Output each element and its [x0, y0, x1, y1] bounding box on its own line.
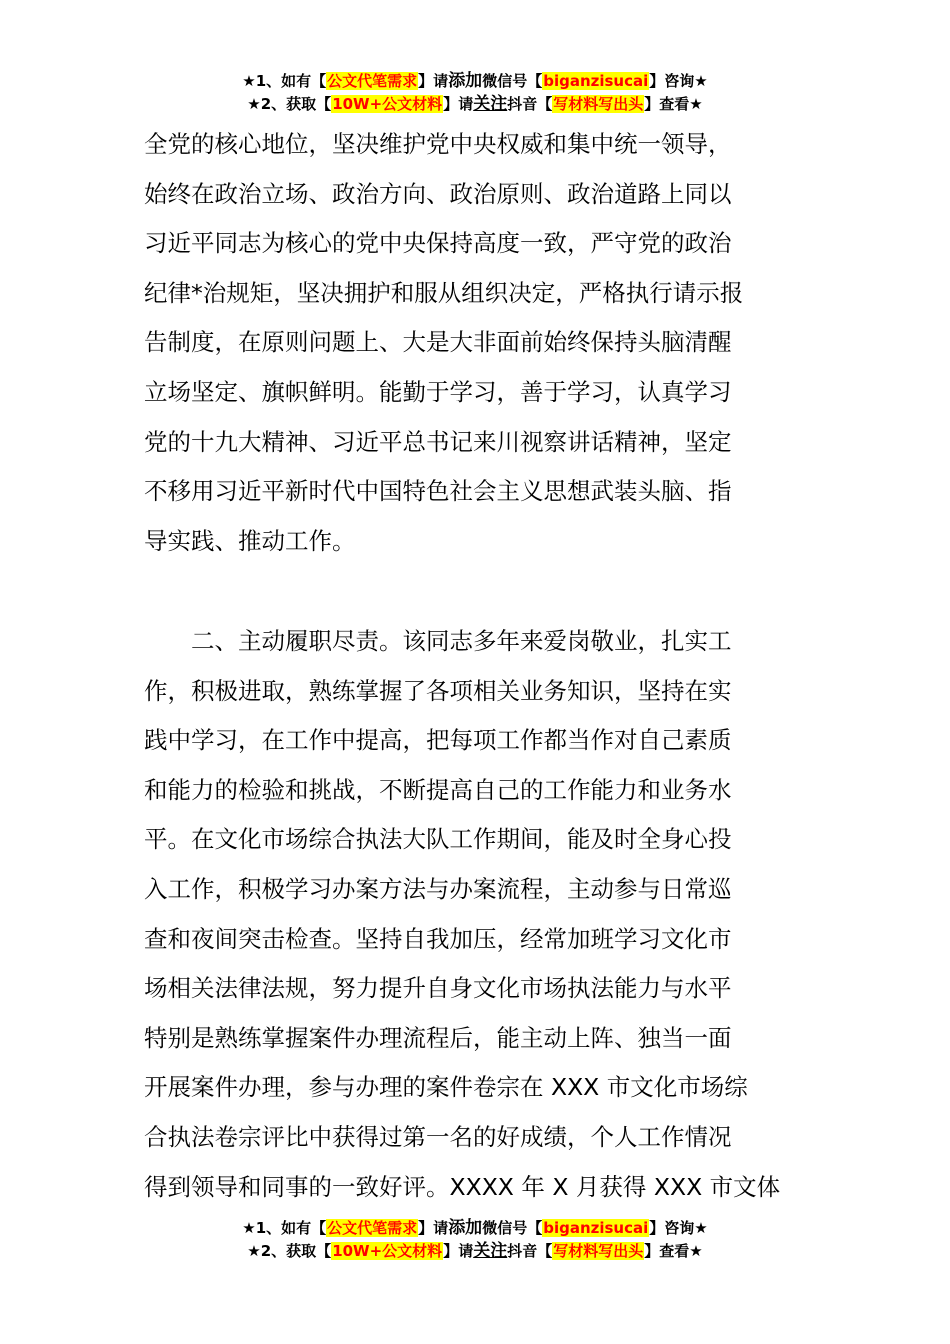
paragraph-line: 查和夜间突击检查。坚持自我加压，经常加班学习文化市: [144, 924, 732, 953]
banner-text: 】请: [418, 1219, 449, 1237]
footer-banner-line-2: [0, 1240, 950, 1263]
paragraph-line: 场相关法律法规，努力提升自身文化市场执法能力与水平: [144, 974, 732, 1003]
banner-text: ★1、如有【: [242, 1219, 327, 1237]
paragraph-line: 特别是熟练掌握案件办理流程后，能主动上阵、独当一面: [144, 1023, 732, 1052]
paragraph-line: 告制度，在原则问题上、大是大非面前始终保持头脑清醒: [144, 328, 732, 357]
banner-text: ★1、如有【: [242, 72, 327, 90]
footer-banner: [0, 1217, 950, 1263]
header-banner-line-1: [0, 70, 950, 93]
banner-text: 】咨询★: [649, 72, 708, 90]
highlight-materials: 10W+公文材料: [332, 95, 443, 113]
paragraph-line: 和能力的检验和挑战，不断提高自己的工作能力和业务水: [144, 775, 732, 804]
highlight-materials: 10W+公文材料: [332, 1242, 443, 1260]
paragraph-line: 得到领导和同事的一致好评。XXXX 年 X 月获得 XXX 市文体: [144, 1172, 781, 1201]
header-banner: [0, 70, 950, 116]
banner-text: 】请: [443, 95, 474, 113]
banner-text: 抖音【: [507, 1242, 553, 1260]
banner-text: 】咨询★: [649, 1219, 708, 1237]
paragraph-1: [144, 120, 809, 566]
banner-emphasis: 添加: [448, 1218, 483, 1238]
banner-text: 抖音【: [507, 95, 553, 113]
paragraph-line: 不移用习近平新时代中国特色社会主义思想武装头脑、指: [144, 477, 732, 506]
banner-text: ★2、获取【: [247, 1242, 332, 1260]
header-banner-line-2: [0, 93, 950, 116]
highlight-service: 公文代笔需求: [327, 72, 418, 90]
banner-text: 微信号【: [482, 72, 543, 90]
banner-text: 】查看★: [644, 1242, 703, 1260]
highlight-douyin-id: 写材料写出头: [553, 1242, 644, 1260]
paragraph-line: 二、主动履职尽责。该同志多年来爱岗敬业，扎实工: [144, 627, 732, 655]
paragraph-line: 合执法卷宗评比中获得过第一名的好成绩，个人工作情况: [144, 1122, 732, 1151]
paragraph-line: 平。在文化市场综合执法大队工作期间，能及时全身心投: [144, 825, 732, 854]
paragraph-line: 践中学习，在工作中提高，把每项工作都当作对自己素质: [144, 726, 732, 755]
highlight-service: 公文代笔需求: [327, 1219, 418, 1237]
paragraph-2: [144, 617, 809, 1212]
banner-emphasis: 关注: [473, 1241, 508, 1261]
paragraph-line: 开展案件办理，参与办理的案件卷宗在 XXX 市文化市场综: [144, 1073, 748, 1102]
paragraph-line: 纪律*治规矩，坚决拥护和服从组织决定，严格执行请示报: [144, 278, 744, 307]
paragraph-line: 导实践、推动工作。: [144, 526, 356, 555]
paragraph-line: 入工作，积极学习办案方法与办案流程，主动参与日常巡: [144, 874, 732, 903]
banner-emphasis: 添加: [448, 71, 483, 91]
banner-text: 微信号【: [482, 1219, 543, 1237]
paragraph-line: 全党的核心地位，坚决维护党中央权威和集中统一领导，: [144, 130, 732, 158]
banner-text: 】查看★: [644, 95, 703, 113]
footer-banner-line-1: [0, 1217, 950, 1240]
highlight-wechat-id: biganzisucai: [543, 72, 649, 90]
banner-text: 】请: [418, 72, 449, 90]
paragraph-line: 作，积极进取，熟练掌握了各项相关业务知识，坚持在实: [144, 676, 732, 705]
banner-emphasis: 关注: [473, 94, 508, 114]
highlight-wechat-id: biganzisucai: [543, 1219, 649, 1237]
paragraph-line: 始终在政治立场、政治方向、政治原则、政治道路上同以: [144, 179, 732, 208]
banner-text: ★2、获取【: [247, 95, 332, 113]
paragraph-line: 习近平同志为核心的党中央保持高度一致，严守党的政治: [144, 229, 732, 258]
highlight-douyin-id: 写材料写出头: [553, 95, 644, 113]
paragraph-line: 党的十九大精神、习近平总书记来川视察讲话精神，坚定: [144, 427, 732, 456]
banner-text: 】请: [443, 1242, 474, 1260]
paragraph-line: 立场坚定、旗帜鲜明。能勤于学习，善于学习，认真学习: [144, 377, 732, 406]
